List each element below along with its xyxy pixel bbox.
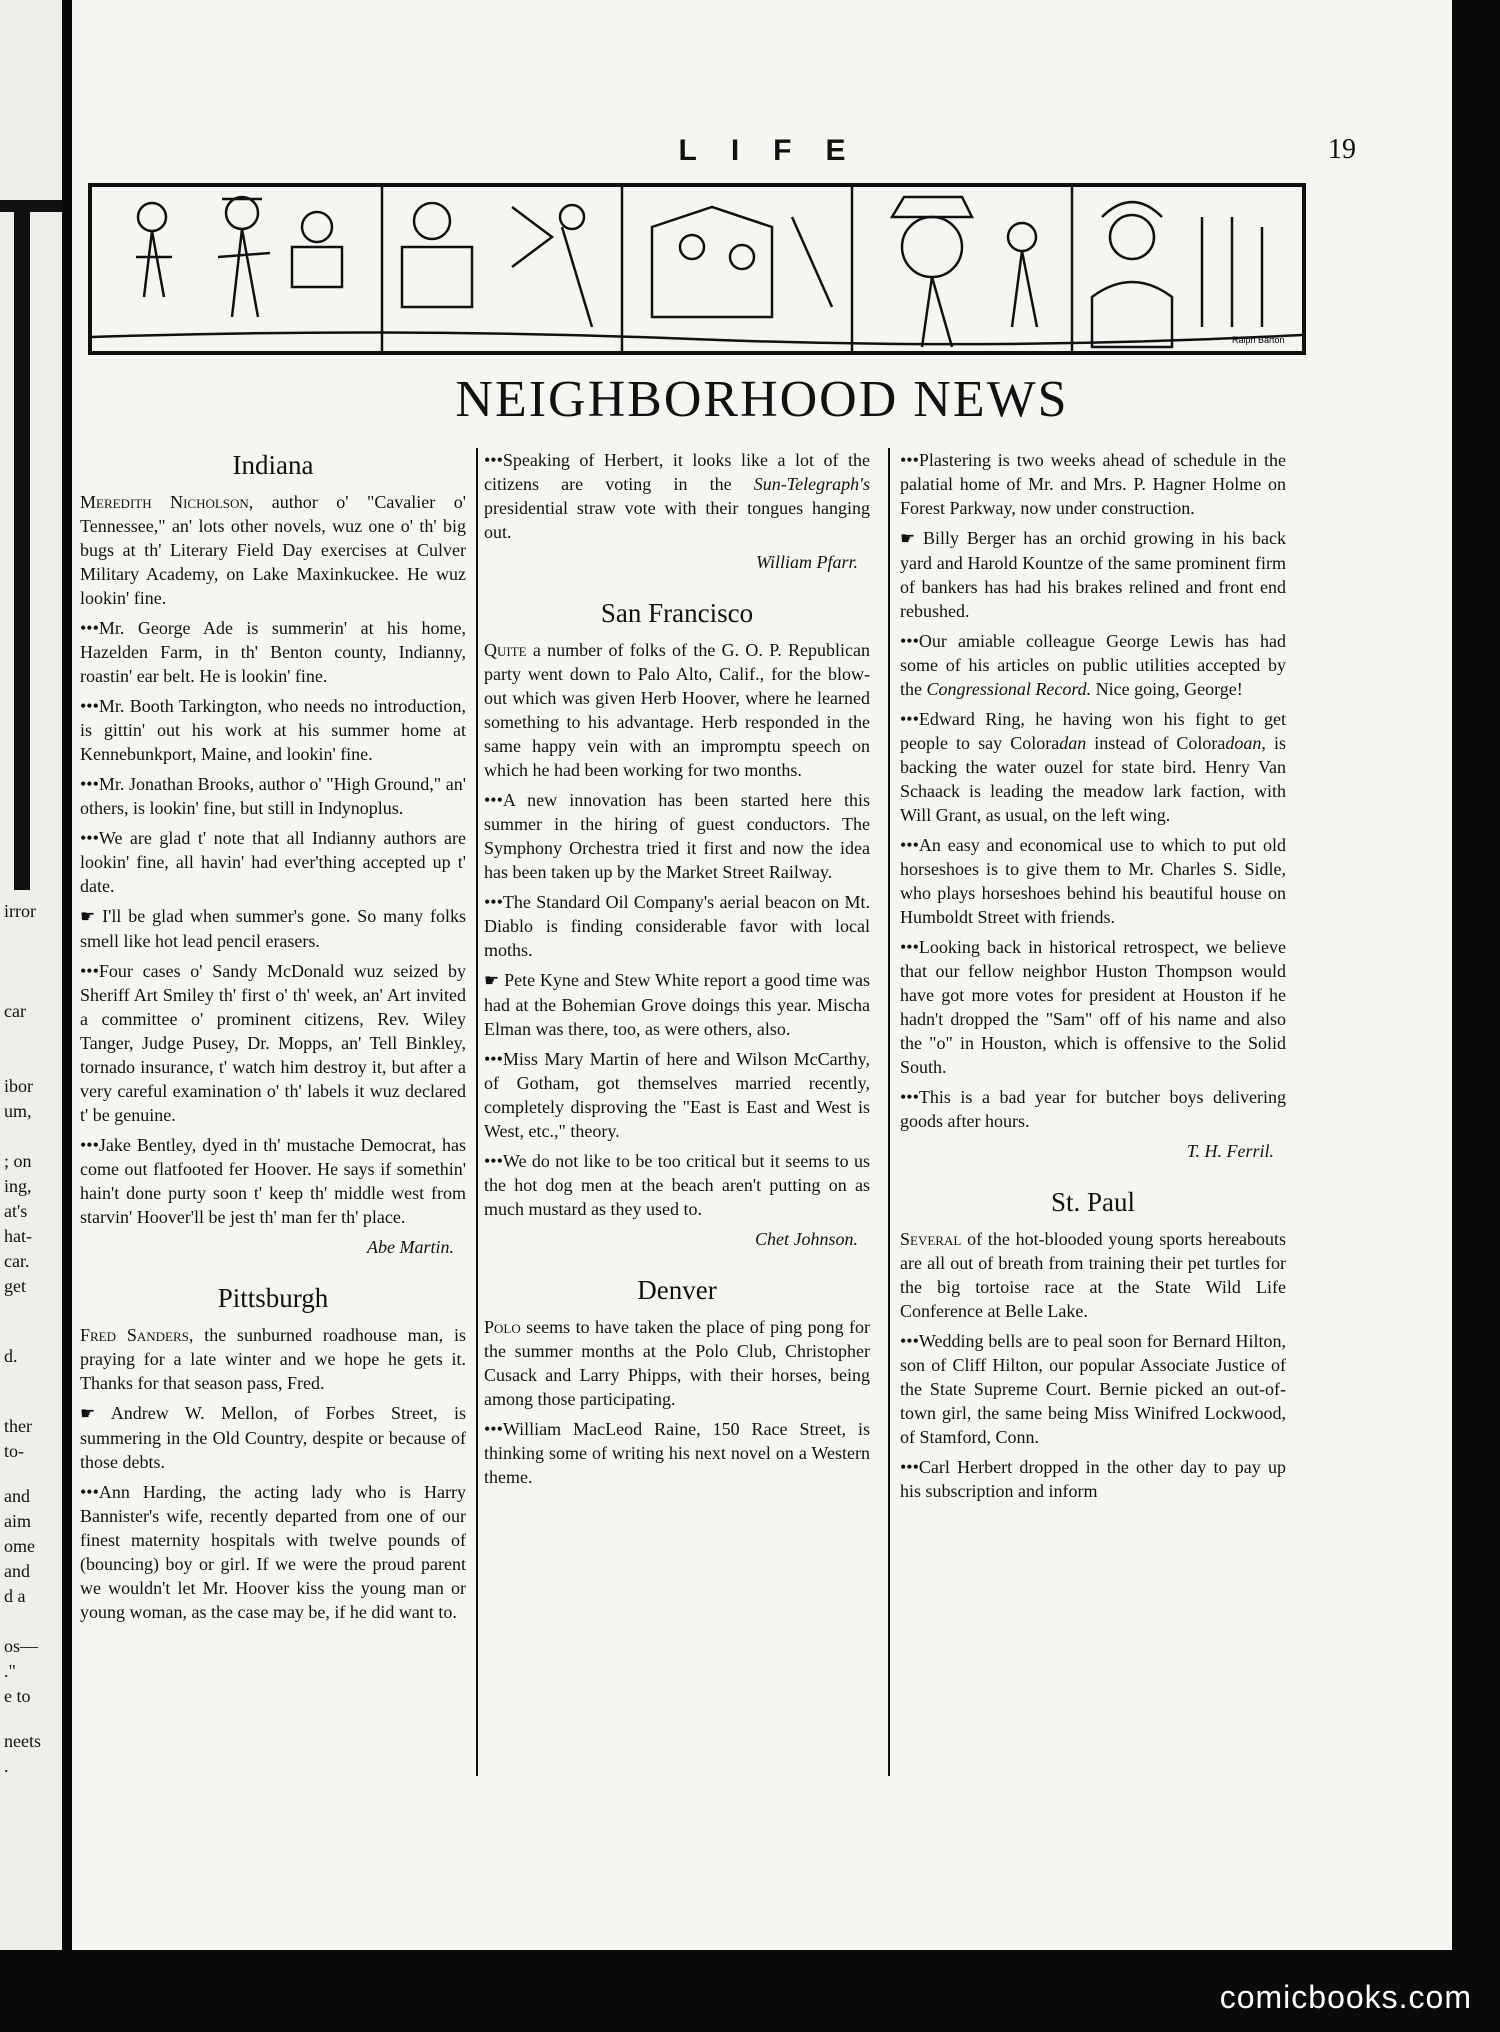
page-number: 19	[1328, 134, 1356, 165]
lead-in: Polo	[484, 1317, 521, 1337]
paragraph: ☛ Andrew W. Mellon, of Forbes Street, is summering in the Old Country, despite or because of those debts.	[80, 1403, 466, 1472]
previous-page-text-fragment: and	[4, 1486, 30, 1506]
paragraph: •••We do not like to be too critical but it seems to us the hot dog men at the beach aren't putting on as much mustard as they used to.	[484, 1151, 870, 1219]
byline: William Pfarr.	[755, 552, 858, 572]
paragraph: •••An easy and economical use to which to put old horseshoes is to give them to Mr. Charles S. Sidle, who plays horseshoes behind his beautiful house on Humboldt Street with friends.	[900, 835, 1286, 927]
section-title-pittsburgh: Pittsburgh	[217, 1283, 329, 1313]
paragraph: •••Ann Harding, the acting lady who is Harry Bannister's wife, recently departed from one of our finest maternity hospitals with twelve pounds of (bouncing) boy or girl. If we were the proud parent we wouldn't let Mr. Hoover kiss the young man or young woman, as the case may be, if he did want to.	[80, 1482, 466, 1622]
previous-page-text-fragment: get	[4, 1276, 26, 1296]
previous-page-text-fragment: ome	[4, 1536, 35, 1556]
column-1	[80, 448, 466, 1630]
paragraph: •••William MacLeod Raine, 150 Race Street, is thinking some of writing his next novel on a Western theme.	[484, 1419, 870, 1487]
previous-page-text-fragment: irror	[4, 901, 36, 921]
paragraph: •••Four cases o' Sandy McDonald wuz seized by Sheriff Art Smiley th' first o' th' week, an' Art invited a committee o' prominent citizens, Rev. Wiley Tanger, Judge Pusey, Dr. Mopps, an' Tell Binkley, tornado insurance, t' watch him destroy it, but after a very careful examination o' th' labels it wuz declared t' be genuine.	[80, 961, 466, 1125]
paragraph: •••A new innovation has been started here this summer in the hiring of guest conductors. The Symphony Orchestra tried it first and now the idea has been taken up by the Market Street Railway.	[484, 790, 870, 882]
pointing-hand-icon: ☛	[900, 529, 916, 548]
column-2	[484, 448, 870, 1495]
previous-page-text-fragment: os—	[4, 1636, 39, 1656]
paragraph: •••The Standard Oil Company's aerial beacon on Mt. Diablo is finding considerable favor with local moths.	[484, 892, 870, 960]
column-rule	[888, 448, 890, 1776]
byline: Abe Martin.	[367, 1237, 454, 1257]
paragraph: ☛ I'll be glad when summer's gone. So many folks smell like hot lead pencil erasers.	[80, 906, 466, 951]
neighborhood-scenes-cartoon-icon	[92, 187, 1302, 351]
paragraph: •••This is a bad year for butcher boys delivering goods after hours.	[900, 1087, 1286, 1131]
previous-page-text-fragment: d.	[4, 1346, 18, 1366]
previous-page-text-fragment: ; on	[4, 1151, 32, 1171]
paragraph: Quite a number of folks of the G. O. P. Republican party went down to Palo Alto, Calif., for the blow-out which was given Herb Hoover, where he learned something to his advantage. Herb responded in the same happy vein with an impromptu speech on which he had been working for two months.	[484, 640, 870, 780]
paragraph: •••Looking back in historical retrospect, we believe that our fellow neighbor Huston Thompson would have got more votes for president at Houston if he hadn't dropped the "Sam" off of his name and also the "o" in Houston, which is offensive to the Solid South.	[900, 937, 1286, 1077]
paragraph: •••Plastering is two weeks ahead of schedule in the palatial home of Mr. and Mrs. P. Hagner Holme on Forest Parkway, now under construction.	[900, 450, 1286, 518]
paragraph: Polo seems to have taken the place of ping pong for the summer months at the Polo Club, Christopher Cusack and Larry Phipps, with their horses, being among those participating.	[484, 1317, 870, 1409]
paragraph: •••Jake Bentley, dyed in th' mustache Democrat, has come out flatfooted fer Hoover. He says if somethin' hain't done purty soon t' keep th' middle west from starvin' Hoover'll be jest th' man fer th' place.	[80, 1135, 466, 1227]
previous-page-text-fragment: to-	[4, 1441, 24, 1461]
artist-signature: Ralph Barton	[1232, 335, 1285, 345]
previous-page-text-fragment: car	[4, 1001, 26, 1021]
previous-page-edge	[0, 0, 62, 1950]
previous-page-text-fragment: ibor	[4, 1076, 33, 1096]
section-title-indiana: Indiana	[232, 450, 314, 480]
headline: NEIGHBORHOOD NEWS	[455, 371, 1069, 428]
paragraph: •••Speaking of Herbert, it looks like a lot of the citizens are voting in the Sun-Telegraph's presidential straw vote with their tongues hanging out.	[484, 450, 870, 542]
previous-page-text-fragment: ther	[4, 1416, 32, 1436]
previous-page-text-fragment: aim	[4, 1511, 31, 1531]
lead-in: Fred Sanders,	[80, 1325, 194, 1345]
previous-page-text-fragment: ."	[4, 1661, 16, 1681]
paragraph: Several of the hot-blooded young sports hereabouts are all out of breath from training their pet turtles for the big tortoise race at the State Wild Life Conference at Belle Lake.	[900, 1229, 1286, 1321]
section-title-san-francisco: San Francisco	[600, 598, 754, 628]
lead-in: Quite	[484, 640, 527, 660]
paragraph: Meredith Nicholson, author o' "Cavalier o' Tennessee," an' lots other novels, wuz one o' th' big bugs at th' Literary Field Day exercises at Culver Military Academy, on Lake Maxinkuckee. He wuz lookin' fine.	[80, 492, 467, 608]
section-title-denver: Denver	[637, 1275, 717, 1305]
pointing-hand-icon: ☛	[80, 907, 96, 926]
previous-page-text-fragment: neets	[4, 1731, 41, 1751]
previous-page-text-fragment: um,	[4, 1101, 32, 1121]
watermark: comicbooks.com	[1219, 1979, 1472, 2015]
paragraph: •••Mr. George Ade is summerin' at his home, Hazelden Farm, in th' Benton county, Indianny, roastin' ear belt. He is lookin' fine.	[80, 618, 466, 686]
paragraph: Fred Sanders, the sunburned roadhouse man, is praying for a late winter and we hope he gets it. Thanks for that season pass, Fred.	[80, 1325, 467, 1393]
previous-page-graphic	[14, 200, 30, 890]
previous-page-text-fragment: ing,	[4, 1176, 32, 1196]
paragraph: •••Mr. Jonathan Brooks, author o' "High Ground," an' others, is lookin' fine, but still in Indynoplus.	[80, 774, 466, 818]
previous-page-text-fragment: d a	[4, 1586, 26, 1606]
column-rule	[476, 448, 478, 1776]
previous-page-text-fragment: and	[4, 1561, 30, 1581]
previous-page-graphic-bar	[0, 200, 62, 212]
paragraph: ☛ Pete Kyne and Stew White report a good time was had at the Bohemian Grove doings this year. Mischa Elman was there, too, as were others, also.	[484, 970, 870, 1039]
pointing-hand-icon: ☛	[484, 971, 500, 990]
paragraph: •••Edward Ring, he having won his fight to get people to say Coloradan instead of Coloradoan, is backing the water ouzel for state bird. Henry Van Schaack is leading the meadow lark faction, with Will Grant, as usual, on the left wing.	[900, 709, 1286, 825]
previous-page-text-fragment: at's	[4, 1201, 28, 1221]
previous-page-text-fragment: .	[4, 1756, 9, 1776]
running-head: LIFE	[678, 134, 880, 167]
paragraph: •••Carl Herbert dropped in the other day to pay up his subscription and inform	[900, 1457, 1286, 1501]
paragraph: •••Wedding bells are to peal soon for Bernard Hilton, son of Cliff Hilton, our popular Associate Justice of the State Supreme Court. Bernie picked an out-of-town girl, the same being Miss Winifred Lockwood, of Stamford, Conn.	[900, 1331, 1286, 1447]
paragraph: ☛ Billy Berger has an orchid growing in his back yard and Harold Kountze of the same prominent firm of bankers has had his brakes relined and front end rebushed.	[900, 528, 1286, 621]
previous-page-text-fragment: car.	[4, 1251, 30, 1271]
paragraph: •••Miss Mary Martin of here and Wilson McCarthy, of Gotham, got themselves married recently, completely disproving the "East is East and West is West, etc.," theory.	[484, 1049, 870, 1141]
byline: Chet Johnson.	[755, 1229, 858, 1249]
magazine-page	[72, 0, 1452, 1950]
column-3	[900, 448, 1286, 1509]
previous-page-text-fragment: e to	[4, 1686, 31, 1706]
lead-in: Several	[900, 1229, 962, 1249]
previous-page-text-fragment: hat-	[4, 1226, 32, 1246]
byline: T. H. Ferril.	[1186, 1141, 1274, 1161]
paragraph: •••We are glad t' note that all Indianny authors are lookin' fine, all havin' had ever'thing accepted up t' date.	[80, 828, 466, 896]
paragraph: •••Mr. Booth Tarkington, who needs no introduction, is gittin' out his work at his summer home at Kennebunkport, Maine, and lookin' fine.	[80, 696, 466, 764]
paragraph: •••Our amiable colleague George Lewis has had some of his articles on public utilities accepted by the Congressional Record. Nice going, George!	[900, 631, 1286, 699]
lead-in: Meredith Nicholson,	[80, 492, 254, 512]
section-title-st-paul: St. Paul	[1050, 1187, 1136, 1217]
pointing-hand-icon: ☛	[80, 1404, 96, 1423]
banner-illustration	[88, 183, 1306, 355]
